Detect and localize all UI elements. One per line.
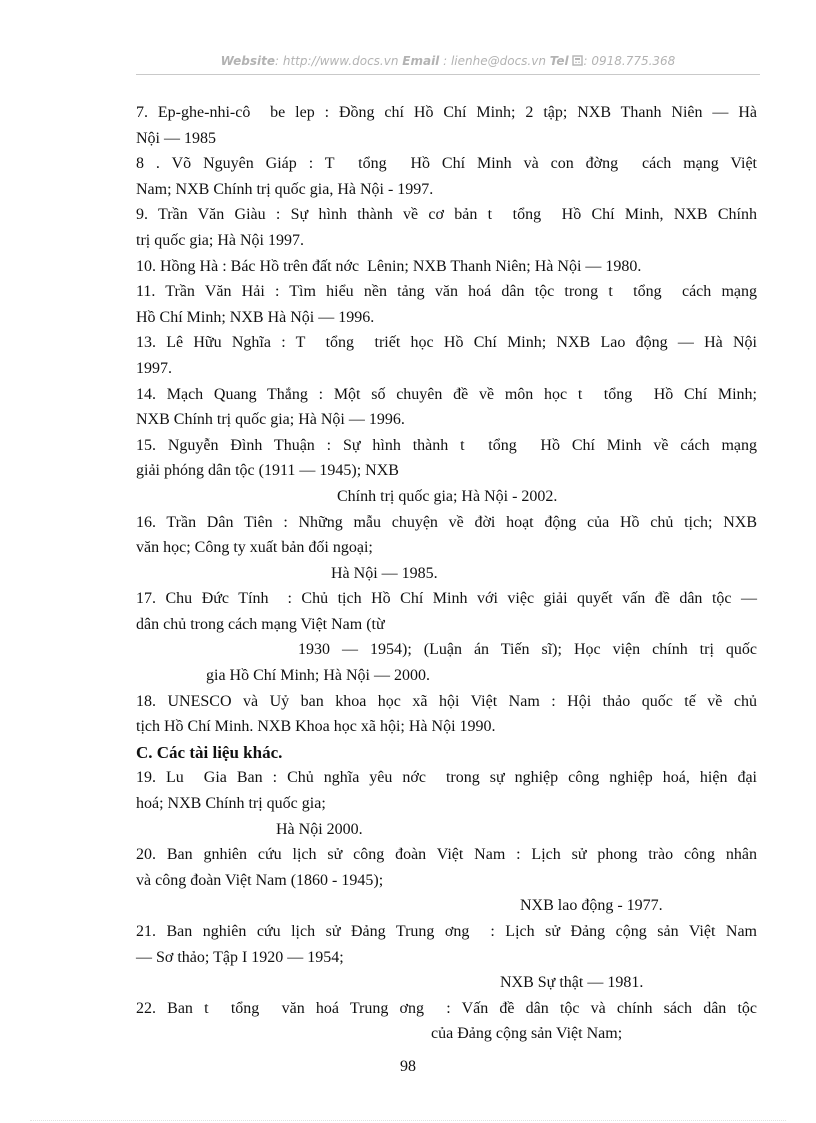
text-line: 7. Ep-ghe-nhi-cô be lep : Đồng chí Hồ Chí Minh; 2 tập; NXB Thanh Niên — Hà (136, 104, 757, 121)
text-line: 1930 — 1954); (Luận án Tiến sĩ); Học viện chính trị quốc (298, 641, 757, 659)
text-line: Nội — 1985 (136, 129, 216, 147)
text-line: NXB Chính trị quốc gia; Hà Nội — 1996. (136, 411, 405, 429)
tel-label: Tel (549, 54, 569, 68)
text-line: và công đoàn Việt Nam (1860 - 1945); (136, 871, 384, 889)
text-line: NXB Sự thật — 1981. (500, 974, 644, 992)
page-number: 98 (400, 1058, 416, 1075)
text-line: văn học; Công ty xuất bản đối ngoại; (136, 539, 373, 557)
text-line: 11. Trần Văn Hải : Tìm hiểu nền tảng văn hoá dân tộc trong t tổng cách mạng (136, 283, 757, 301)
text-line: — Sơ thảo; Tập I 1920 — 1954; (136, 948, 344, 966)
reference-list (136, 100, 757, 1047)
text-line: Hà Nội 2000. (276, 820, 363, 838)
text-line: 19. Lu Gia Ban : Chủ nghĩa yêu nớc trong sự nghiệp công nghiệp hoá, hiện đại (136, 769, 757, 787)
text-line: dân chủ trong cách mạng Việt Nam (từ (136, 615, 385, 633)
text-line: gia Hồ Chí Minh; Hà Nội — 2000. (206, 667, 430, 685)
text-line: Hà Nội — 1985. (331, 564, 438, 582)
text-line: trị quốc gia; Hà Nội 1997. (136, 231, 304, 249)
text-line: hoá; NXB Chính trị quốc gia; (136, 795, 326, 813)
website-label: Website (220, 54, 275, 68)
header-divider (136, 74, 760, 75)
text-line: Chính trị quốc gia; Hà Nội - 2002. (337, 487, 558, 505)
text-line: Hồ Chí Minh; NXB Hà Nội — 1996. (136, 308, 375, 326)
tel-value: : 0918.775.368 (583, 54, 676, 68)
text-line: 21. Ban nghiên cứu lịch sử Đảng Trung ơng : Lịch sử Đảng cộng sản Việt Nam (136, 923, 757, 940)
text-line: 9. Trần Văn Giàu : Sự hình thành về cơ bản t tổng Hồ Chí Minh, NXB Chính (136, 206, 757, 224)
text-line: Nam; NXB Chính trị quốc gia, Hà Nội - 1997. (136, 180, 434, 198)
email-label: Email (402, 54, 440, 68)
text-line: giải phóng dân tộc (1911 — 1945); NXB (136, 462, 399, 480)
phone-icon (572, 55, 583, 69)
text-line: 22. Ban t tổng văn hoá Trung ơng : Vấn đề dân tộc và chính sách dân tộc (136, 999, 757, 1017)
footer-divider (30, 1120, 786, 1121)
text-line: tịch Hồ Chí Minh. NXB Khoa học xã hội; Hà Nội 1990. (136, 718, 496, 736)
text-line: 18. UNESCO và Uỷ ban khoa học xã hội Việt Nam : Hội thảo quốc tế về chủ (136, 692, 757, 710)
text-line: 13. Lê Hữu Nghĩa : T tổng triết học Hồ Chí Minh; NXB Lao động — Hà Nội (136, 334, 757, 352)
page-header (136, 54, 760, 69)
section-heading: C. Các tài liệu khác. (136, 742, 283, 762)
text-line: 10. Hồng Hà : Bác Hồ trên đất nớc Lênin; NXB Thanh Niên; Hà Nội — 1980. (136, 257, 642, 275)
text-line: của Đảng cộng sản Việt Nam; (431, 1025, 623, 1043)
text-line: 16. Trần Dân Tiên : Những mẫu chuyện về đời hoạt động của Hồ chủ tịch; NXB (136, 513, 757, 531)
email-value: : lienhe@docs.vn (439, 54, 550, 68)
text-line: 14. Mạch Quang Thắng : Một số chuyên đề về môn học t tổng Hồ Chí Minh; (136, 385, 757, 403)
text-line: 20. Ban gnhiên cứu lịch sử công đoàn Việt Nam : Lịch sử phong trào công nhân (136, 846, 757, 864)
text-line: 17. Chu Đức Tính : Chủ tịch Hồ Chí Minh với việc giải quyết vấn đề dân tộc — (136, 590, 757, 608)
text-line: 15. Nguyễn Đình Thuận : Sự hình thành t tổng Hồ Chí Minh về cách mạng (136, 436, 757, 454)
text-line: NXB lao động - 1977. (520, 897, 663, 915)
text-line: 1997. (136, 359, 172, 377)
text-line: 8 . Võ Nguyên Giáp : T tổng Hồ Chí Minh và con đờng cách mạng Việt (136, 155, 757, 173)
website-value: : http://www.docs.vn (275, 54, 403, 68)
